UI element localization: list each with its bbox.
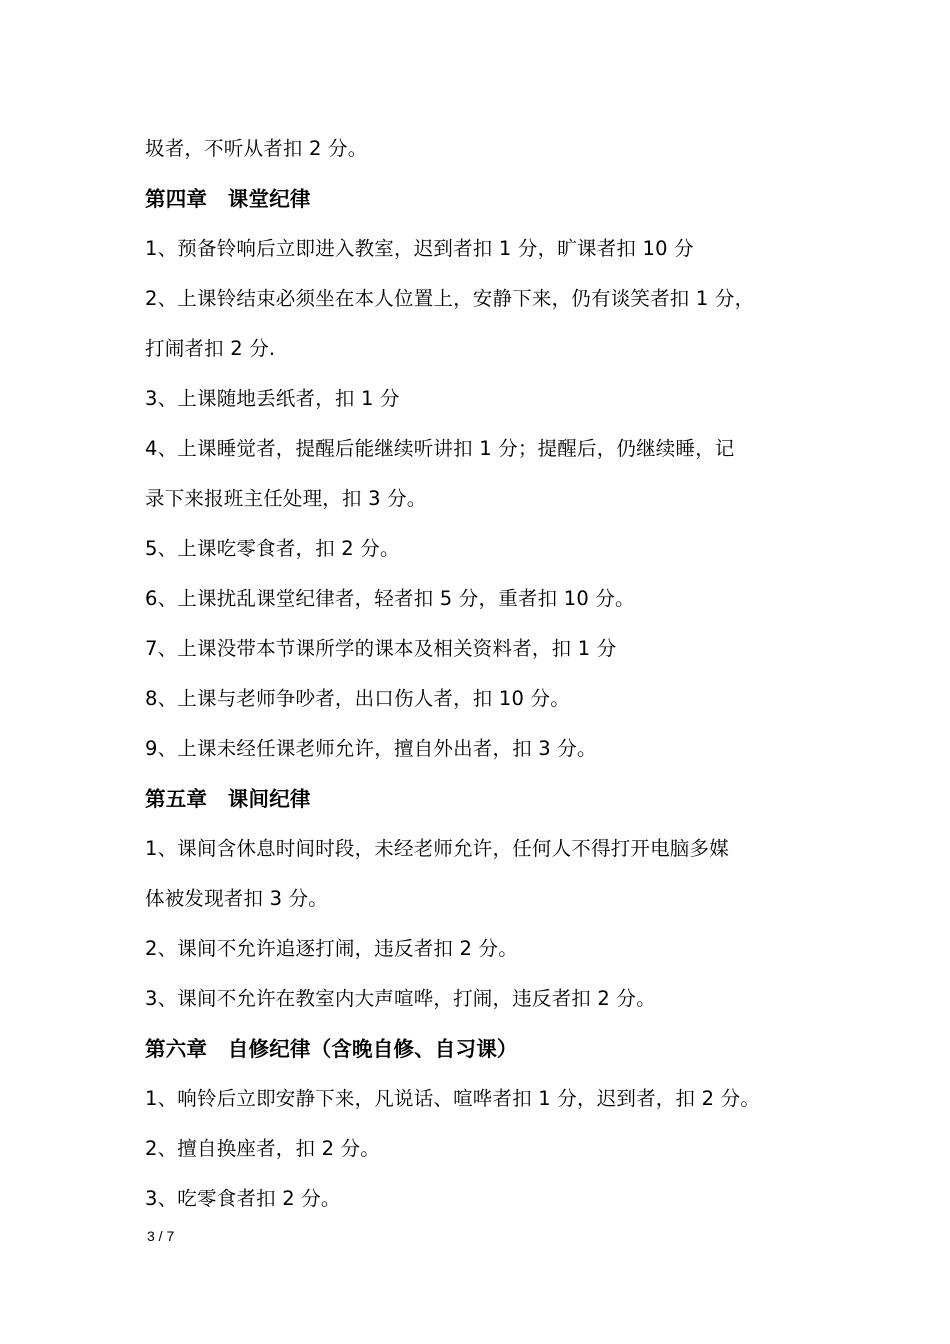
chapter-heading: 第四章 课堂纪律 (145, 187, 311, 211)
chapter-heading: 第六章 自修纪律（含晚自修、自习课） (145, 1037, 518, 1061)
rule-line: 4、上课睡觉者，提醒后能继续听讲扣 1 分；提醒后，仍继续睡，记 (145, 437, 735, 460)
rule-line: 3、课间不允许在教室内大声喧哗，打闹，违反者扣 2 分。 (145, 987, 656, 1010)
rule-line: 5、上课吃零食者，扣 2 分。 (145, 537, 400, 560)
rule-line: 6、上课扰乱课堂纪律者，轻者扣 5 分，重者扣 10 分。 (145, 587, 635, 610)
rule-line: 2、课间不允许追逐打闹，违反者扣 2 分。 (145, 937, 518, 960)
page-number: 3 / 7 (147, 1228, 175, 1244)
rule-line: 圾者，不听从者扣 2 分。 (145, 137, 368, 160)
rule-line: 打闹者扣 2 分. (145, 337, 276, 360)
rule-line: 9、上课未经任课老师允许，擅自外出者，扣 3 分。 (145, 737, 597, 760)
rule-line: 体被发现者扣 3 分。 (145, 887, 329, 910)
rule-line: 录下来报班主任处理，扣 3 分。 (145, 487, 427, 510)
rule-line: 2、上课铃结束必须坐在本人位置上，安静下来，仍有谈笑者扣 1 分， (145, 287, 755, 310)
document-body (145, 124, 835, 1224)
chapter-heading: 第五章 课间纪律 (145, 787, 311, 811)
rule-line: 2、擅自换座者，扣 2 分。 (145, 1137, 381, 1160)
rule-line: 7、上课没带本节课所学的课本及相关资料者，扣 1 分 (145, 637, 617, 660)
rule-line: 1、预备铃响后立即进入教室，迟到者扣 1 分，旷课者扣 10 分 (145, 237, 694, 260)
rule-line: 1、响铃后立即安静下来，凡说话、喧哗者扣 1 分，迟到者，扣 2 分。 (145, 1087, 761, 1110)
rule-line: 3、吃零食者扣 2 分。 (145, 1187, 341, 1210)
rule-line: 3、上课随地丢纸者，扣 1 分 (145, 387, 400, 410)
rule-line: 1、课间含休息时间时段，未经老师允许，任何人不得打开电脑多媒 (145, 837, 729, 860)
rule-line: 8、上课与老师争吵者，出口伤人者，扣 10 分。 (145, 687, 570, 710)
